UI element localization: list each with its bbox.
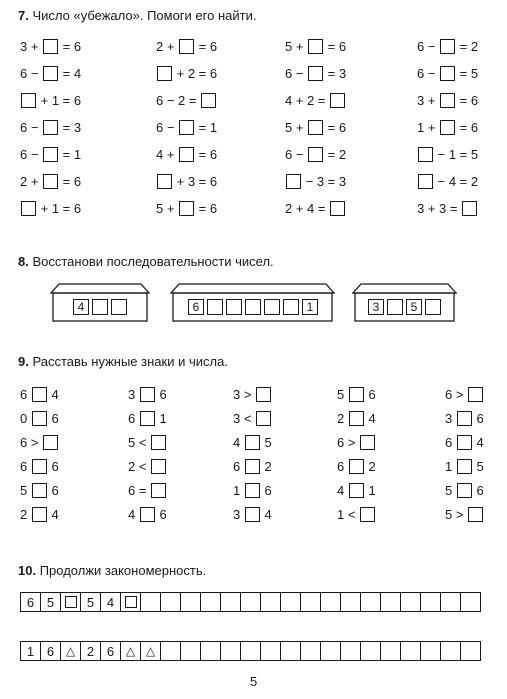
- pattern-cell-empty[interactable]: [441, 641, 461, 661]
- equation: [156, 199, 217, 217]
- comparison: [128, 457, 167, 475]
- pattern-cell-empty[interactable]: [361, 641, 381, 661]
- equation: [285, 64, 346, 82]
- expression-text: 6 −: [20, 146, 43, 162]
- expression-text: = 3: [324, 65, 347, 81]
- house-cell-empty[interactable]: [92, 299, 108, 315]
- answer-box[interactable]: [360, 435, 375, 450]
- triangle-shape: △: [125, 644, 136, 658]
- expression-text: 6: [20, 458, 31, 474]
- pattern-cell: [121, 592, 141, 612]
- expression-text: 6 =: [128, 482, 151, 498]
- expression-text: = 6: [195, 146, 218, 162]
- answer-box[interactable]: [43, 435, 58, 450]
- house-cell-empty[interactable]: [111, 299, 127, 315]
- answer-box[interactable]: [157, 174, 172, 189]
- answer-box[interactable]: [440, 39, 455, 54]
- pattern-cell-empty[interactable]: [461, 592, 481, 612]
- equation: [20, 64, 81, 82]
- expression-text: 6: [155, 506, 167, 522]
- comparison: [233, 385, 272, 403]
- pattern-cell: 5: [41, 592, 61, 612]
- house-cell-filled: 3: [368, 299, 384, 315]
- house-cell-filled: 6: [188, 299, 204, 315]
- number-house: [352, 283, 457, 323]
- answer-box[interactable]: [179, 147, 194, 162]
- answer-box[interactable]: [32, 507, 47, 522]
- answer-box[interactable]: [32, 387, 47, 402]
- pattern-cell-empty[interactable]: [181, 592, 201, 612]
- pattern-strip: [20, 592, 481, 612]
- comparison: [233, 481, 272, 499]
- expression-text: 6: [364, 386, 376, 402]
- equation: [20, 118, 81, 136]
- answer-box[interactable]: [440, 120, 455, 135]
- expression-text: 5 >: [445, 506, 468, 522]
- house-roof: [171, 284, 334, 293]
- answer-box[interactable]: [308, 147, 323, 162]
- expression-text: 4 +: [156, 146, 179, 162]
- expression-text: 2 + 4 =: [285, 200, 330, 216]
- expression-text: 6: [47, 410, 59, 426]
- task-10-number: 10.: [18, 563, 37, 578]
- expression-text: = 6: [324, 119, 347, 135]
- comparison: [445, 385, 484, 403]
- expression-text: = 6: [195, 200, 218, 216]
- answer-box[interactable]: [330, 93, 345, 108]
- equation: [156, 145, 217, 163]
- expression-text: 5: [445, 482, 456, 498]
- pattern-cell-empty[interactable]: [341, 641, 361, 661]
- pattern-cell-empty[interactable]: [261, 641, 281, 661]
- expression-text: 6: [47, 482, 59, 498]
- equation: [417, 172, 478, 190]
- equation: [156, 91, 217, 109]
- expression-text: = 6: [324, 38, 347, 54]
- equation: [285, 199, 346, 217]
- house-roof: [51, 284, 149, 293]
- triangle-shape: △: [65, 644, 76, 658]
- expression-text: 3: [128, 386, 139, 402]
- answer-box[interactable]: [179, 120, 194, 135]
- expression-text: 1: [233, 482, 244, 498]
- pattern-cell-empty[interactable]: [341, 592, 361, 612]
- answer-box[interactable]: [151, 483, 166, 498]
- answer-box[interactable]: [308, 39, 323, 54]
- equation: [417, 37, 478, 55]
- expression-text: 6: [233, 458, 244, 474]
- answer-box[interactable]: [457, 411, 472, 426]
- answer-box[interactable]: [462, 201, 477, 216]
- comparison: [20, 433, 59, 451]
- answer-box[interactable]: [457, 483, 472, 498]
- pattern-cell-empty[interactable]: [161, 641, 181, 661]
- pattern-cell: 2: [81, 641, 101, 661]
- expression-text: 6: [47, 458, 59, 474]
- equation: [417, 145, 478, 163]
- square-shape: [65, 596, 77, 608]
- answer-box[interactable]: [21, 201, 36, 216]
- pattern-cell-empty[interactable]: [281, 641, 301, 661]
- house-cell-empty[interactable]: [226, 299, 242, 315]
- house-cell-empty[interactable]: [283, 299, 299, 315]
- expression-text: 1: [155, 410, 167, 426]
- comparison: [128, 481, 167, 499]
- answer-box[interactable]: [245, 483, 260, 498]
- pattern-cell-empty[interactable]: [301, 592, 321, 612]
- pattern-cell: [61, 592, 81, 612]
- expression-text: 6 −: [285, 146, 308, 162]
- expression-text: 4: [233, 434, 244, 450]
- expression-text: 2 <: [128, 458, 151, 474]
- answer-box[interactable]: [440, 93, 455, 108]
- equation: [20, 199, 81, 217]
- equation: [156, 118, 217, 136]
- pattern-cell-empty[interactable]: [181, 641, 201, 661]
- pattern-cell-empty[interactable]: [401, 592, 421, 612]
- expression-text: 6 − 2 =: [156, 92, 201, 108]
- expression-text: 3 + 3 =: [417, 200, 462, 216]
- expression-text: 4: [364, 410, 376, 426]
- expression-text: = 3: [59, 119, 82, 135]
- answer-box[interactable]: [308, 120, 323, 135]
- answer-box[interactable]: [256, 387, 271, 402]
- answer-box[interactable]: [349, 411, 364, 426]
- task-10-title: [18, 563, 206, 578]
- expression-text: 2 +: [20, 173, 43, 189]
- task-9-number: 9.: [18, 354, 29, 369]
- triangle-shape: △: [145, 644, 156, 658]
- task-10-text: Продолжи закономерность.: [39, 563, 207, 578]
- pattern-cell-empty[interactable]: [201, 641, 221, 661]
- answer-box[interactable]: [157, 66, 172, 81]
- equation: [417, 199, 478, 217]
- expression-text: 3: [233, 506, 244, 522]
- expression-text: = 4: [59, 65, 82, 81]
- expression-text: 4: [260, 506, 272, 522]
- answer-box[interactable]: [330, 201, 345, 216]
- answer-box[interactable]: [32, 459, 47, 474]
- answer-box[interactable]: [245, 435, 260, 450]
- task-8-text: Восстанови последовательности чисел.: [32, 254, 274, 269]
- comparison: [337, 385, 376, 403]
- task-8-title: [18, 254, 274, 269]
- expression-text: 3 +: [417, 92, 440, 108]
- pattern-cell-empty[interactable]: [221, 592, 241, 612]
- number-house: [50, 283, 150, 323]
- answer-box[interactable]: [468, 387, 483, 402]
- equation: [156, 172, 217, 190]
- equation: [285, 91, 346, 109]
- expression-text: 5: [337, 386, 348, 402]
- equation: [285, 37, 346, 55]
- comparison: [20, 409, 59, 427]
- answer-box[interactable]: [201, 93, 216, 108]
- answer-box[interactable]: [179, 39, 194, 54]
- task-9-title: [18, 354, 228, 369]
- answer-box[interactable]: [468, 507, 483, 522]
- expression-text: 5: [20, 482, 31, 498]
- equation: [417, 91, 478, 109]
- pattern-cell-empty[interactable]: [321, 592, 341, 612]
- pattern-cell-empty[interactable]: [241, 641, 261, 661]
- expression-text: 5 <: [128, 434, 151, 450]
- answer-box[interactable]: [457, 435, 472, 450]
- pattern-cell-empty[interactable]: [261, 592, 281, 612]
- answer-box[interactable]: [349, 483, 364, 498]
- comparison: [337, 409, 376, 427]
- house-cell-empty[interactable]: [264, 299, 280, 315]
- answer-box[interactable]: [140, 507, 155, 522]
- pattern-cell-empty[interactable]: [201, 592, 221, 612]
- expression-text: 5 +: [285, 38, 308, 54]
- comparison: [20, 457, 59, 475]
- pattern-cell-empty[interactable]: [421, 592, 441, 612]
- pattern-cell-empty[interactable]: [161, 592, 181, 612]
- answer-box[interactable]: [179, 201, 194, 216]
- pattern-cell: 1: [21, 641, 41, 661]
- house-cell-filled: 1: [302, 299, 318, 315]
- equation: [285, 118, 346, 136]
- expression-text: 2: [337, 410, 348, 426]
- expression-text: 4: [472, 434, 484, 450]
- pattern-cell-empty[interactable]: [441, 592, 461, 612]
- answer-box[interactable]: [440, 66, 455, 81]
- task-7-title: [18, 8, 256, 23]
- expression-text: + 1 = 6: [37, 200, 82, 216]
- pattern-cell: [141, 641, 161, 661]
- expression-text: 3 +: [20, 38, 43, 54]
- expression-text: + 3 = 6: [173, 173, 218, 189]
- expression-text: 2: [20, 506, 31, 522]
- expression-text: 4 + 2 =: [285, 92, 330, 108]
- expression-text: − 1 = 5: [434, 146, 479, 162]
- answer-box[interactable]: [349, 387, 364, 402]
- square-shape: [125, 596, 137, 608]
- comparison: [445, 433, 484, 451]
- comparison: [233, 409, 272, 427]
- number-house: [170, 283, 335, 323]
- comparison: [337, 433, 376, 451]
- house-cell-filled: 5: [406, 299, 422, 315]
- answer-box[interactable]: [245, 459, 260, 474]
- answer-box[interactable]: [140, 411, 155, 426]
- task-8-number: 8.: [18, 254, 29, 269]
- expression-text: 3: [445, 410, 456, 426]
- house-cell-empty[interactable]: [387, 299, 403, 315]
- pattern-cell-empty[interactable]: [141, 592, 161, 612]
- house-cell-empty[interactable]: [425, 299, 441, 315]
- expression-text: 6: [337, 458, 348, 474]
- equation: [417, 118, 478, 136]
- expression-text: = 1: [59, 146, 82, 162]
- equation: [156, 64, 217, 82]
- expression-text: 4: [337, 482, 348, 498]
- answer-box[interactable]: [256, 411, 271, 426]
- expression-text: 6 −: [417, 65, 440, 81]
- answer-box[interactable]: [140, 387, 155, 402]
- comparison: [337, 457, 376, 475]
- expression-text: 6 −: [285, 65, 308, 81]
- equation: [20, 172, 81, 190]
- expression-text: = 6: [195, 38, 218, 54]
- expression-text: 6 >: [337, 434, 360, 450]
- comparison: [445, 505, 484, 523]
- comparison: [233, 505, 272, 523]
- expression-text: 6: [20, 386, 31, 402]
- answer-box[interactable]: [21, 93, 36, 108]
- comparison: [20, 385, 59, 403]
- comparison: [128, 409, 167, 427]
- expression-text: 6: [445, 434, 456, 450]
- expression-text: 6 >: [445, 386, 468, 402]
- expression-text: 1 <: [337, 506, 360, 522]
- pattern-cell-empty[interactable]: [221, 641, 241, 661]
- answer-box[interactable]: [418, 147, 433, 162]
- answer-box[interactable]: [32, 483, 47, 498]
- pattern-cell: 6: [21, 592, 41, 612]
- expression-text: = 2: [456, 38, 479, 54]
- task-9-text: Расставь нужные знаки и числа.: [32, 354, 228, 369]
- task-7-number: 7.: [18, 8, 29, 23]
- equation: [285, 172, 346, 190]
- answer-box[interactable]: [360, 507, 375, 522]
- house-cell-empty[interactable]: [245, 299, 261, 315]
- expression-text: 3 >: [233, 386, 256, 402]
- pattern-strip: [20, 641, 481, 661]
- expression-text: 6 >: [20, 434, 43, 450]
- equation: [20, 37, 81, 55]
- expression-text: 2 +: [156, 38, 179, 54]
- comparison: [445, 481, 484, 499]
- comparison: [20, 481, 59, 499]
- expression-text: + 2 = 6: [173, 65, 218, 81]
- expression-text: 6: [128, 410, 139, 426]
- answer-box[interactable]: [457, 459, 472, 474]
- equation: [20, 145, 81, 163]
- expression-text: = 6: [456, 119, 479, 135]
- expression-text: 3 <: [233, 410, 256, 426]
- expression-text: 1: [445, 458, 456, 474]
- expression-text: = 6: [456, 92, 479, 108]
- comparison: [445, 409, 484, 427]
- answer-box[interactable]: [418, 174, 433, 189]
- pattern-cell-empty[interactable]: [381, 592, 401, 612]
- expression-text: + 1 = 6: [37, 92, 82, 108]
- expression-text: − 3 = 3: [302, 173, 347, 189]
- expression-text: 1 +: [417, 119, 440, 135]
- answer-box[interactable]: [308, 66, 323, 81]
- comparison: [128, 385, 167, 403]
- answer-box[interactable]: [151, 459, 166, 474]
- expression-text: 4: [47, 386, 59, 402]
- pattern-cell-empty[interactable]: [321, 641, 341, 661]
- comparison: [20, 505, 59, 523]
- house-cell-empty[interactable]: [207, 299, 223, 315]
- expression-text: 6 −: [20, 65, 43, 81]
- answer-box[interactable]: [32, 411, 47, 426]
- expression-text: 6: [155, 386, 167, 402]
- expression-text: − 4 = 2: [434, 173, 479, 189]
- pattern-cell-empty[interactable]: [421, 641, 441, 661]
- expression-text: = 6: [59, 173, 82, 189]
- house-cell-filled: 4: [73, 299, 89, 315]
- expression-text: 2: [260, 458, 272, 474]
- comparison: [445, 457, 484, 475]
- expression-text: 1: [364, 482, 376, 498]
- pattern-cell-empty[interactable]: [241, 592, 261, 612]
- pattern-cell-empty[interactable]: [281, 592, 301, 612]
- comparison: [128, 433, 167, 451]
- comparison: [233, 433, 272, 451]
- expression-text: 5 +: [156, 200, 179, 216]
- answer-box[interactable]: [43, 174, 58, 189]
- expression-text: 4: [128, 506, 139, 522]
- expression-text: 6 −: [20, 119, 43, 135]
- expression-text: 4: [47, 506, 59, 522]
- pattern-cell-empty[interactable]: [401, 641, 421, 661]
- answer-box[interactable]: [151, 435, 166, 450]
- page-number: 5: [250, 674, 258, 689]
- pattern-cell-empty[interactable]: [361, 592, 381, 612]
- comparison: [337, 505, 376, 523]
- equation: [156, 37, 217, 55]
- pattern-cell: 5: [81, 592, 101, 612]
- expression-text: = 6: [59, 38, 82, 54]
- answer-box[interactable]: [349, 459, 364, 474]
- pattern-cell: [121, 641, 141, 661]
- pattern-cell-empty[interactable]: [461, 641, 481, 661]
- pattern-cell: 6: [41, 641, 61, 661]
- task-7-text: Число «убежало». Помоги его найти.: [32, 8, 257, 23]
- comparison: [337, 481, 376, 499]
- expression-text: 6: [472, 482, 484, 498]
- equation: [20, 91, 81, 109]
- expression-text: 2: [364, 458, 376, 474]
- pattern-cell: 6: [101, 641, 121, 661]
- comparison: [128, 505, 167, 523]
- answer-box[interactable]: [43, 147, 58, 162]
- expression-text: 6: [472, 410, 484, 426]
- house-roof: [353, 284, 456, 293]
- pattern-cell: [61, 641, 81, 661]
- expression-text: = 5: [456, 65, 479, 81]
- expression-text: 5: [260, 434, 272, 450]
- expression-text: 6: [260, 482, 272, 498]
- equation: [417, 64, 478, 82]
- expression-text: 5 +: [285, 119, 308, 135]
- answer-box[interactable]: [286, 174, 301, 189]
- expression-text: 5: [472, 458, 484, 474]
- expression-text: 6 −: [417, 38, 440, 54]
- equation: [285, 145, 346, 163]
- expression-text: = 1: [195, 119, 218, 135]
- answer-box[interactable]: [43, 66, 58, 81]
- pattern-cell: 4: [101, 592, 121, 612]
- pattern-cell-empty[interactable]: [381, 641, 401, 661]
- comparison: [233, 457, 272, 475]
- expression-text: = 2: [324, 146, 347, 162]
- answer-box[interactable]: [245, 507, 260, 522]
- answer-box[interactable]: [43, 39, 58, 54]
- expression-text: 0: [20, 410, 31, 426]
- answer-box[interactable]: [43, 120, 58, 135]
- pattern-cell-empty[interactable]: [301, 641, 321, 661]
- expression-text: 6 −: [156, 119, 179, 135]
